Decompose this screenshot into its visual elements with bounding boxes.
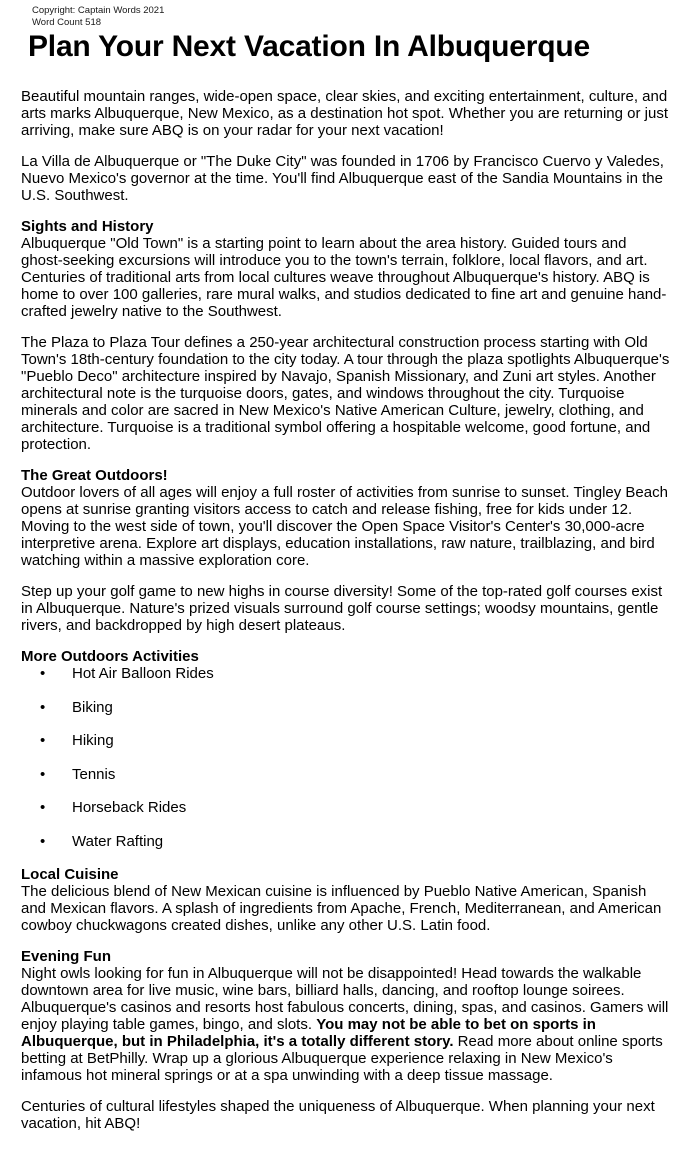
list-item-hiking: • Hiking	[21, 732, 671, 749]
heading-great-outdoors: The Great Outdoors!	[21, 467, 168, 484]
cuisine-paragraph-1: The delicious blend of New Mexican cuisine is influenced by Pueblo Native American, Spanish and Mexican flavors. A splash of ingredients from Apache, French, Mediterranean, and American cowboy chuckwagons created dishes, unlike any other U.S. Latin food.	[21, 883, 662, 934]
list-item-hot-air-balloon-rides: • Hot Air Balloon Rides	[21, 665, 671, 682]
intro-paragraph-1: Beautiful mountain ranges, wide-open space, clear skies, and exciting entertainment, culture, and arts marks Albuquerque, New Mexico, as a destination hot spot. Whether you are returning or just arriving, make sure ABQ is on your radar for your next vacation!	[21, 88, 668, 139]
copyright-line: Copyright: Captain Words 2021	[32, 5, 165, 16]
intro-paragraph-2: La Villa de Albuquerque or "The Duke City" was founded in 1706 by Francisco Cuervo y Valedes, Nuevo Mexico's governor at the time. You'll find Albuquerque east of the Sandia Mountains in the U.S. Southwest.	[21, 153, 664, 204]
heading-more-outdoors-activities: More Outdoors Activities	[21, 648, 199, 665]
sights-paragraph-2: The Plaza to Plaza Tour defines a 250-year architectural construction process starting with Old Town's 18th-century foundation to the city today. A tour through the plaza spotlights Albuquerque's "Pueblo Deco" architecture inspired by Navajo, Spanish Missionary, and Zuni art styles. Another architectural note is the turquoise doors, gates, and windows throughout the city. Turquoise minerals and color are sacred in New Mexico's Native American Culture, jewelry, clothing, and architecture. Turquoise is a traditional symbol offering a hospitable welcome, good fortune, and protection.	[21, 334, 670, 453]
list-item-biking: • Biking	[21, 699, 671, 716]
evening-paragraph-1	[21, 965, 671, 1084]
heading-local-cuisine: Local Cuisine	[21, 866, 119, 883]
list-item-tennis: • Tennis	[21, 766, 671, 783]
evening-text-end: Read more about online sports betting at BetPhilly. Wrap up a glorious Albuquerque experience relaxing in New Mexico's infamous hot mineral springs or at a spa unwinding with a deep tissue massage.	[21, 1033, 663, 1084]
activities-list	[21, 665, 671, 850]
outdoors-paragraph-1: Outdoor lovers of all ages will enjoy a full roster of activities from sunrise to sunset. Tingley Beach opens at sunrise granting visitors access to catch and release fishing, free for kids under 12. Moving to the west side of town, you'll discover the Open Space Visitor's Center's 30,000-acre interpretive arena. Explore art displays, education installations, raw nature, trailblazing, and bird watching within a massive exploration core.	[21, 484, 668, 569]
heading-sights-and-history: Sights and History	[21, 218, 154, 235]
closing-paragraph: Centuries of cultural lifestyles shaped the uniqueness of Albuquerque. When planning your next vacation, hit ABQ!	[21, 1098, 655, 1132]
list-item-water-rafting: • Water Rafting	[21, 833, 671, 850]
evening-text-start: Night owls looking for fun in Albuquerque will not be disappointed! Head towards the walkable downtown area for live music, wine bars, billiard halls, dancing, and rooftop lounge soirees. Albuquerque's casinos and resorts host fabulous concerts, dining, spas, and casinos. Gamers will enjoy playing table games, bingo, and slots.	[21, 965, 669, 1033]
outdoors-paragraph-2: Step up your golf game to new highs in course diversity! Some of the top-rated golf courses exist in Albuquerque. Nature's prized visuals surround golf course settings; woodsy mountains, gentle rivers, and backdropped by high desert plateaus.	[21, 583, 663, 634]
heading-evening-fun: Evening Fun	[21, 948, 111, 965]
page-title: Plan Your Next Vacation In Albuquerque	[28, 30, 590, 63]
sights-paragraph-1: Albuquerque "Old Town" is a starting point to learn about the area history. Guided tours and ghost-seeking excursions will introduce you to the town's terrain, folklore, local flavors, and art. Centuries of traditional arts from local cultures weave throughout Albuquerque's history. ABQ is home to over 100 galleries, rare mural walks, and studios dedicated to fine art and genuine hand-crafted jewelry native to the Southwest.	[21, 235, 667, 320]
list-item-horseback-rides: • Horseback Rides	[21, 799, 671, 816]
evening-text-bold: You may not be able to bet on sports in Albuquerque, but in Philadelphia, it's a totally different story.	[21, 1016, 596, 1050]
document-meta	[32, 5, 671, 29]
word-count-line: Word Count 518	[32, 17, 102, 28]
